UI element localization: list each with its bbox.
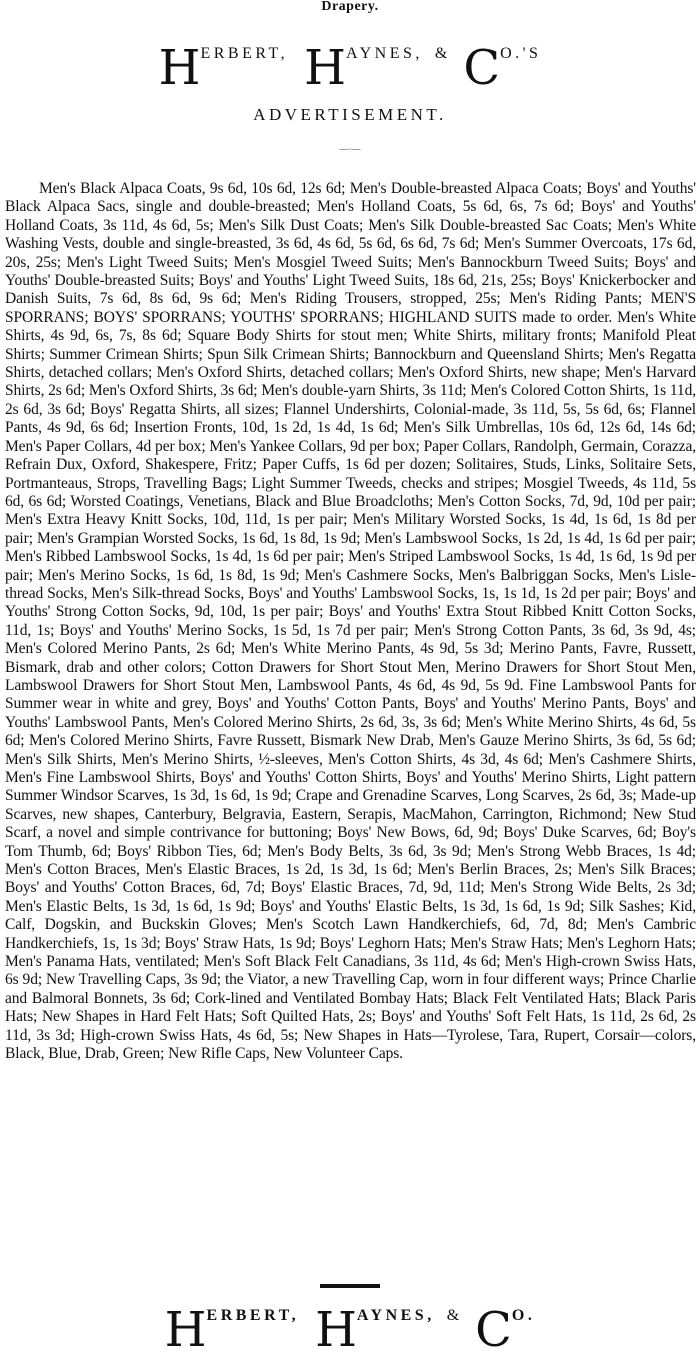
section-rule [0,1282,700,1288]
firm-initial-h1: H [158,40,201,96]
advertisement-body: Men's Black Alpaca Coats, 9s 6d, 10s 6d, 12s 6d; Men's Double-breasted Alpaca Coats; Boys' and Youths' Black Alpaca Sacs, single and double-breasted; Men's Holland Coats, 5s 6d, 6s, 7s 6d; Boys' and Youths' Holland Coats, 3s 11d, 4s 6d, 5s; Men's Silk Dust Coats; Men's Silk Double-breasted Sac Coats; Men's White Washing Vests, double and single-breasted, 3s 6d, 4s 6d, 5s 6d, 6s 6d, 7s 6d; Men's Summer Overcoats, 17s 6d, 20s, 25s; Men's Light Tweed Suits; Men's Mosgiel Tweed Suits; Men's Bannockburn Tweed Suits; Boys' and Youths' Double-breasted Suits; Boys' and Youths' Light Tweed Suits, 18s 6d, 21s, 25s; Boys' Knickerbocker and Danish Suits, 7s 6d, 8s 6d, 9s 6d; Men's Riding Trousers, stropped, 25s; Men's Riding Pants; MEN'S SPORRANS; BOYS' SPORRANS; YOUTHS' SPORRANS; HIGHLAND SUITS made to order. Men's White Shirts, 4s 9d, 6s, 7s, 8s 6d; Square Body Shirts for stout men; White Shirts, military fronts; Manifold Pleat Shirts; Summer Crimean Shirts; Spun Silk Crimean Shirts; Bannockburn and Queensland Shirts; Men's Regatta Shirts, detached collars; Men's Oxford Shirts, detached collars; Men's Oxford Shirts, new shape; Men's Harvard Shirts, 2s 6d; Men's Oxford Shirts, 3s 6d; Men's double-yarn Shirts, 3s 11d; Men's Colored Cotton Shirts, 1s 11d, 2s 6d, 3s 6d; Boys' Regatta Shirts, all sizes; Flannel Undershirts, Colonial-made, 3s 11d, 5s, 5s 6d, 6s; Flannel Pants, 4s 9d, 6s 6d; Insertion Fronts, 10d, 1s 2d, 1s 4d, 1s 6d; Men's Silk Umbrellas, 10s 6d, 12s 6d, 14s 6d; Men's Paper Collars, 4d per box; Men's Yankee Collars, 9d per box; Paper Collars, Randolph, Germain, Corazza, Refrain Dux, Oxford, Shakespere, Fritz; Paper Cuffs, 1s 6d per dozen; Solitaires, Studs, Links, Solitaire Sets, Portmanteaus, Strops, Travelling Bags; Light Summer Tweeds, checks and stripes; Mosgiel Tweeds, 4s 11d, 5s 6d, 6s 6d; Worsted Coatings, Venetians, Black and Blue Broadcloths; Men's Cotton Socks, 7d, 9d, 10d per pair; Men's Extra Heavy Knitt Socks, 10d, 11d, 1s per pair; Men's Military Worsted Socks, 1s 4d, 1s 6d, 1s 8d per pair; Men's Grampian Worsted Socks, 1s 6d, 1s 8d, 1s 9d; Men's Lambswool Socks, 1s 2d, 1s 4d, 1s 6d per pair; Men's Ribbed Lambswool Socks, 1s 4d, 1s 6d per pair; Men's Striped Lambswool Socks, 1s 4d, 1s 6d, 1s 9d per pair; Men's Merino Socks, 1s 6d, 1s 8d, 1s 9d; Men's Cashmere Socks, Men's Balbriggan Socks, Men's Lisle-thread Socks, Men's Silk-thread Socks, Boys' and Youths' Lambswool Socks, 1s, 1s 1d, 1s 2d per pair; Boys' and Youths' Strong Cotton Socks, 9d, 10d, 1s per pair; Boys' and Youths' Extra Stout Ribbed Knitt Cotton Socks, 11d, 1s; Boys' and Youths' Merino Socks, 1s 5d, 1s 7d per pair; Men's Strong Cotton Pants, 3s 6d, 3s 9d, 4s; Men's Colored Merino Pants, 2s 6d; Men's White Merino Pants, 4s 9d, 5s 3d; Merino Pants, Favre, Russett, Bismark, drab and other colors; Cotton Drawers for Short Stout Men, Merino Drawers for Short Stout Men, Lambswool Drawers for Short Stout Men, Lambswool Pants, 4s 6d, 4s 9d, 5s 9d. Fine Lambswool Pants for Summer wear in white and grey, Boys' and Youths' Cotton Pants, Boys' and Youths' Merino Pants, Boys' and Youths' Lambswool Pants, Men's Colored Merino Shirts, 2s 6d, 3s, 3s 6d; Men's White Merino Shirts, 4s 6d, 5s 6d; Men's Colored Merino Shirts, Favre Russett, Bismark New Drab, Men's Gauze Merino Shirts, 3s 6d, 5s 6d; Men's Silk Shirts, Men's Merino Shirts, ½-sleeves, Men's Cotton Shirts, 4s 3d, 4s 6d; Men's Cashmere Shirts, Men's Fine Lambswool Shirts, Boys' and Youths' Cotton Shirts, Boys' and Youths' Merino Shirts, Light pattern Summer Windsor Scarves, 1s 3d, 1s 6d, 1s 9d; Crape and Grenadine Scarves, Long Scarves, 2s 6d, 3s; Made-up Scarves, new shapes, Canterbury, Belgravia, Eastern, Serapis, MacMahon, Carrington, Richmond; New Stud Scarf, a novel and simple contrivance for buttoning; Boys' New Bows, 6d, 9d; Boys' Duke Scarves, 6d; Boy's Tom Thumb, 6d; Boys' Ribbon Ties, 6d; Men's Body Belts, 3s 6d, 3s 9d; Men's Strong Webb Braces, 1s 4d; Men's Cotton Braces, Men's Elastic Braces, 1s 2d, 1s 3d, 1s 6d; Men's Berlin Braces, 2s; Men's Silk Braces; Boys' and Youths' Cotton Braces, 6d, 7d; Boys' Elastic Braces, 7d, 9d, 11d; Men's Strong Wide Belts, 2s 3d; Men's Elastic Belts, 1s 3d, 1s 6d, 1s 9d; Boys' and Youths' Elastic Belts, 1s 3d, 1s 6d, 1s 9d; Silk Sashes; Kid, Calf, Dogskin, and Buckskin Gloves; Men's Scotch Lawn Handkerchiefs, 6d, 7d, 8d; Men's Cambric Handkerchiefs, 1s, 1s 3d; Boys' Straw Hats, 1s 9d; Boys' Leghorn Hats; Men's Straw Hats; Men's Leghorn Hats; Men's Panama Hats, ventilated; Men's Soft Black Felt Canadians, 3s 11d, 4s 6d; Men's High-crown Swiss Hats, 6s 9d; New Travelling Caps, 3s 9d; the Viator, a new Travelling Cap, worn in four different ways; Prince Charlie and Balmoral Bonnets, 3s 6d; Cork-lined and Ventilated Bombay Hats; Black Felt Ventilated Hats; Black Paris Hats; New Shapes in Hard Felt Hats; Soft Quilted Hats, 2s; Boys' and Youths' Soft Felt Hats, 1s 11d, 2s 6d, 2s 11d, 3s 3d; High-crown Swiss Hats, 4s 6d, 5s; New Shapes in Hats—Tyrolese, Tara, Rupert, Corsair—colors, Black, Blue, Drab, Green; New Rifle Caps, New Volunteer Caps. [5,180,696,1063]
firm-word-co: O. [511,1307,536,1324]
firm-ampersand: & [446,1307,460,1324]
running-head: Drapery. [321,0,379,14]
firm-ampersand: & [434,45,448,62]
firm-word-herbert: ERBERT, [206,1307,300,1324]
firm-name-footer [0,1302,700,1358]
firm-initial-h1: H [164,1302,207,1358]
advertisement-heading: ADVERTISEMENT. [253,105,447,124]
firm-initial-c: C [463,40,501,96]
ornament-dot: —·— [339,144,361,154]
firm-name-header [0,40,700,96]
firm-initial-h2: H [315,1302,357,1358]
firm-word-cos: O.'S [500,45,542,62]
firm-word-herbert: ERBERT, [200,45,289,62]
rule-bar [320,1284,380,1288]
firm-word-haynes: AYNES, [346,45,423,62]
firm-initial-h2: H [304,40,346,96]
firm-word-haynes: AYNES, [356,1307,435,1324]
firm-initial-c: C [475,1302,512,1358]
